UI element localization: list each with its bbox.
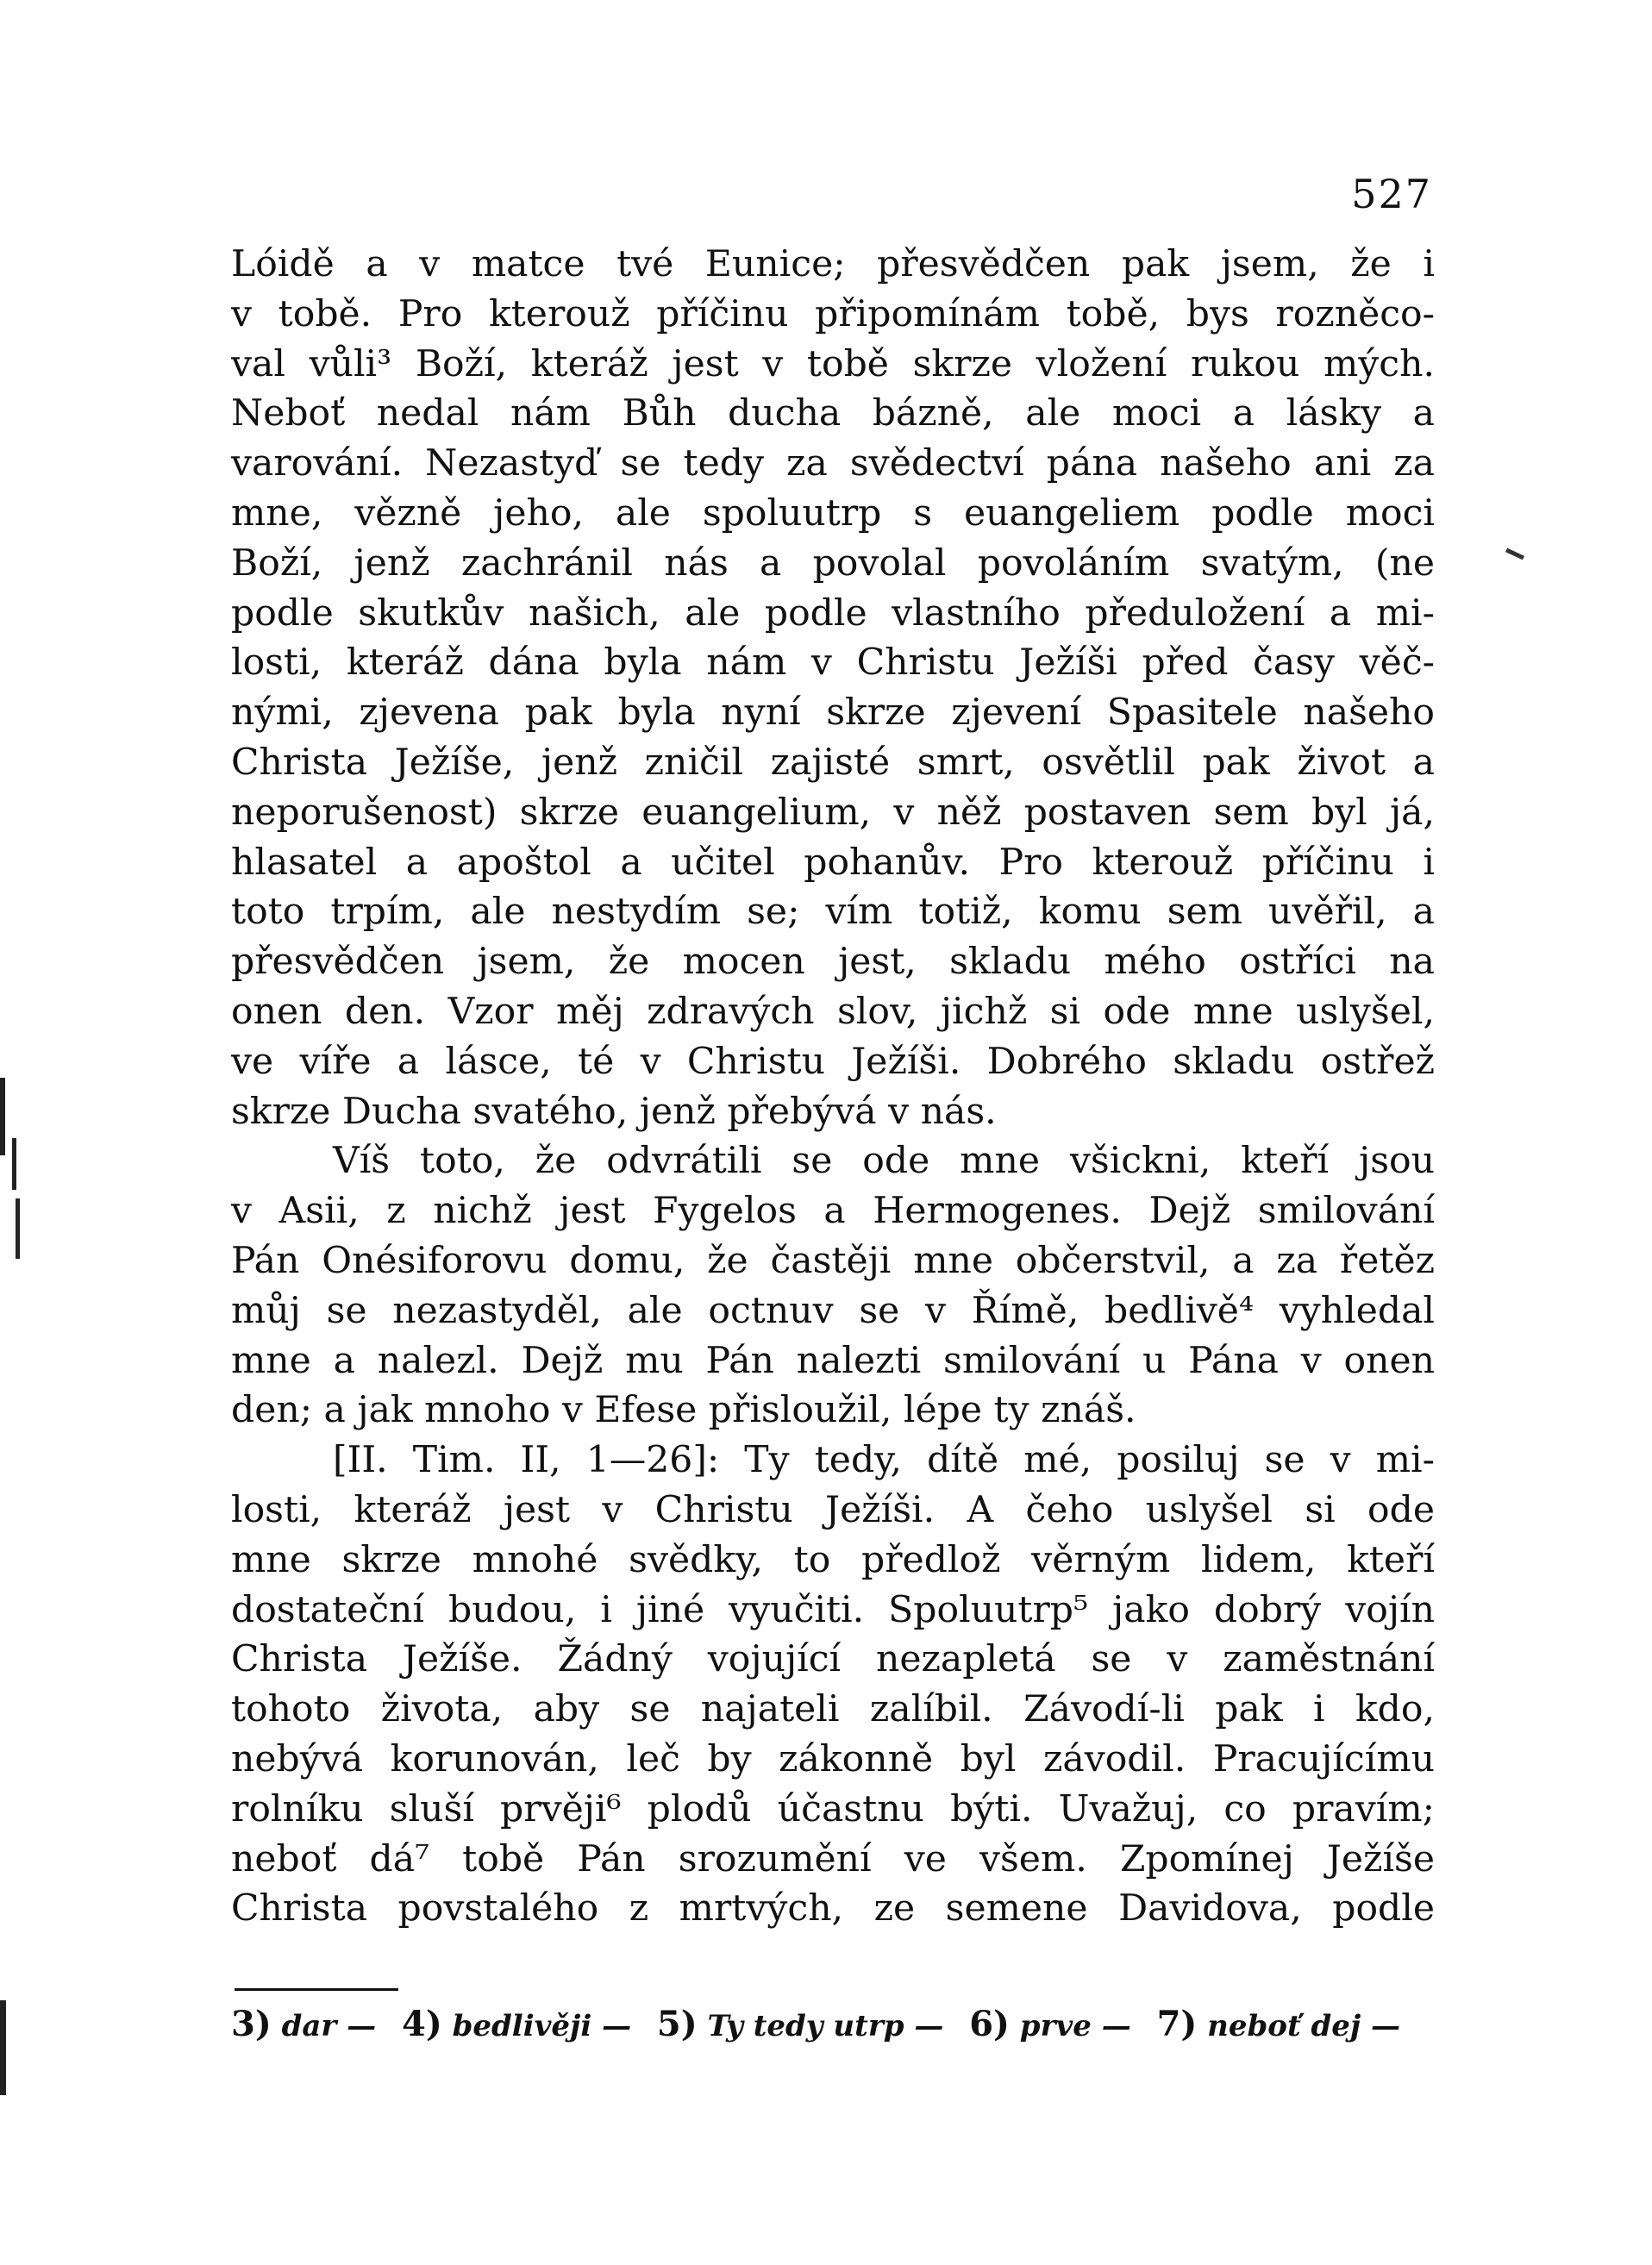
text-line: rolníku sluší prvěji⁶ plodů účastnu býti. Uvažuj, co pravím; [231, 1787, 1435, 1830]
page-number: 527 [1351, 171, 1432, 217]
text-line: losti, kteráž dána byla nám v Christu Ježíši před časy věč- [231, 641, 1435, 685]
scan-speck [1505, 548, 1524, 560]
footnote-text: neboť dej — [1207, 2009, 1401, 2043]
text-line: Christa Ježíše. Žádný vojující nezapletá se v zaměstnání [231, 1638, 1435, 1681]
text-line: skrze Ducha svatého, jenž přebývá v nás. [231, 1090, 997, 1133]
text-line: Christa Ježíše, jenž zničil zajisté smrt, osvětlil pak život a [231, 741, 1435, 784]
footnote-number: 5) [656, 2004, 698, 2044]
footnote [969, 2004, 1131, 2044]
text-line: ve víře a lásce, té v Christu Ježíši. Dobrého skladu ostřež [231, 1040, 1435, 1083]
text-line: tohoto života, aby se najateli zalíbil. Závodí-li pak i kdo, [231, 1688, 1435, 1731]
text-line: Víš toto, že odvrátili se ode mne všickni, kteří jsou [333, 1140, 1435, 1183]
footnote-number: 4) [402, 2004, 442, 2044]
scan-edge-mark [12, 1138, 16, 1190]
text-line: neboť dá⁷ tobě Pán srozumění ve všem. Zpomínej Ježíše [231, 1837, 1435, 1880]
text-line: onen den. Vzor měj zdravých slov, jichž si ode mne uslyšel, [231, 990, 1435, 1033]
text-line: neporušenost) skrze euangelium, v něž postaven sem byl já, [231, 791, 1435, 834]
text-line: val vůli³ Boží, kteráž jest v tobě skrze vložení rukou mých. [231, 342, 1435, 385]
text-line: dostateční budou, i jiné vyučiti. Spoluutrp⁵ jako dobrý vojín [231, 1588, 1435, 1631]
footnote-text: prve — [1019, 2009, 1131, 2043]
footnote-text: bedlivěji — [452, 2009, 632, 2043]
text-line: hlasatel a apoštol a učitel pohanův. Pro kterouž příčinu i [231, 841, 1435, 884]
text-line: toto trpím, ale nestydím se; vím totiž, komu sem uvěřil, a [231, 891, 1435, 934]
text-line: můj se nezastyděl, ale octnuv se v Římě, bedlivě⁴ vyhledal [231, 1289, 1435, 1332]
footnote-divider [235, 1988, 398, 1991]
scan-edge-mark [0, 2000, 6, 2095]
text-line: nebývá korunován, leč by zákonně byl závodil. Pracujícímu [231, 1737, 1435, 1780]
text-line: varování. Nezastyď se tedy za svědectví pána našeho ani za [231, 442, 1435, 485]
text-line: losti, kteráž jest v Christu Ježíši. A čeho uslyšel si ode [231, 1488, 1435, 1531]
text-line: [II. Tim. II, 1—26]: Ty tedy, dítě mé, posiluj se v mi- [333, 1439, 1435, 1482]
footnote [231, 2004, 377, 2044]
text-line: den; a jak mnoho v Efese přisloužil, lépe ty znáš. [231, 1389, 1136, 1432]
text-line: mne a nalezl. Dejž mu Pán nalezti smilování u Pána v onen [231, 1339, 1435, 1382]
text-line: Neboť nedal nám Bůh ducha bázně, ale moci a lásky a [231, 392, 1435, 435]
footnote [656, 2004, 944, 2044]
scan-edge-mark [16, 1198, 20, 1259]
text-line: přesvědčen jsem, že mocen jest, skladu mého ostříci na [231, 941, 1435, 984]
footnote-text: Ty tedy utrp — [707, 2009, 944, 2043]
text-line: v Asii, z nichž jest Fygelos a Hermogenes. Dejž smilování [231, 1190, 1435, 1233]
text-line: mne skrze mnohé svědky, to předlož věrným lidem, kteří [231, 1538, 1435, 1581]
footnote-number: 7) [1156, 2004, 1198, 2044]
footnotes [231, 2004, 1401, 2044]
scan-edge-mark [0, 1078, 5, 1155]
text-line: nými, zjevena pak byla nyní skrze zjevení Spasitele našeho [231, 691, 1435, 735]
text-line: Boží, jenž zachránil nás a povolal povoláním svatým, (ne [231, 541, 1435, 585]
text-line: Christa povstalého z mrtvých, ze semene Davidova, podle [231, 1887, 1435, 1930]
footnote [402, 2004, 632, 2044]
footnote-number: 6) [969, 2004, 1010, 2044]
text-line: Pán Onésiforovu domu, že častěji mne občerstvil, a za řetěz [231, 1239, 1435, 1282]
text-line: mne, vězně jeho, ale spoluutrp s euangeliem podle moci [231, 491, 1435, 535]
body-text [231, 240, 1435, 1934]
text-line: podle skutkův našich, ale podle vlastního předuložení a mi- [231, 591, 1435, 635]
footnote [1156, 2004, 1401, 2044]
footnote-number: 3) [231, 2004, 272, 2044]
text-line: Lóidě a v matce tvé Eunice; přesvědčen pak jsem, že i [231, 243, 1435, 285]
text-line: v tobě. Pro kterouž příčinu připomínám tobě, bys rozněco- [231, 292, 1435, 335]
footnote-text: dar — [281, 2009, 377, 2043]
